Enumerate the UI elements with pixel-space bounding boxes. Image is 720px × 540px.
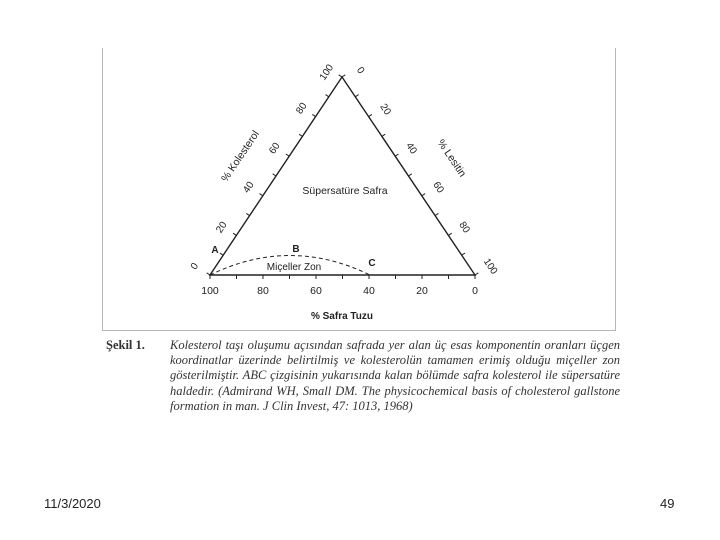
- left-axis-title: % Kolesterol: [219, 128, 262, 185]
- axis-tick: [475, 273, 478, 275]
- axis-tick: [273, 174, 276, 176]
- axis-tick: [246, 213, 249, 215]
- bottom-tick-label: 20: [416, 285, 428, 297]
- caption-label: Şekil 1.: [106, 338, 145, 352]
- bottom-tick-label: 100: [201, 285, 219, 297]
- axis-tick: [342, 75, 345, 77]
- point-c-label: C: [368, 258, 376, 269]
- right-tick-label: 20: [377, 101, 393, 118]
- bottom-tick-label: 80: [257, 285, 269, 297]
- point-b-label: B: [292, 244, 300, 255]
- axis-tick: [409, 174, 412, 176]
- bottom-axis-title: % Safra Tuzu: [310, 311, 374, 322]
- bottom-tick-label: 40: [363, 285, 375, 297]
- bottom-tick-label: 0: [472, 285, 478, 297]
- axis-tick: [462, 253, 465, 255]
- axis-tick: [422, 194, 425, 196]
- left-tick-label: 80: [294, 100, 310, 117]
- axis-tick: [339, 75, 342, 77]
- point-a-label: A: [211, 245, 219, 256]
- right-tick-label: 100: [480, 256, 500, 277]
- bottom-tick-label: 60: [310, 285, 322, 297]
- axis-tick: [259, 194, 262, 196]
- axis-tick: [207, 273, 210, 275]
- axis-tick: [395, 154, 398, 156]
- axis-tick: [369, 114, 372, 116]
- axis-tick: [448, 233, 451, 235]
- right-axis-title: % Lesitin: [434, 137, 469, 180]
- right-tick-label: 60: [430, 179, 446, 196]
- axis-tick: [325, 95, 328, 97]
- axis-tick: [286, 154, 289, 156]
- left-tick-label: 100: [317, 62, 337, 83]
- left-tick-label: 60: [267, 140, 283, 157]
- axis-tick: [233, 233, 236, 235]
- axis-tick: [312, 114, 315, 116]
- slide-date: 11/3/2020: [44, 496, 101, 511]
- micelle-zone-label: Miçeller Zon: [266, 262, 322, 273]
- right-tick-label: 80: [456, 219, 472, 236]
- left-tick-label: 40: [241, 179, 257, 196]
- axis-tick: [355, 95, 358, 97]
- left-tick-label: 0: [188, 261, 202, 272]
- right-tick-label: 0: [353, 65, 367, 76]
- axis-tick: [220, 253, 223, 255]
- right-tick-label: 40: [403, 140, 419, 157]
- axis-tick: [435, 213, 438, 215]
- slide-page-number: 49: [660, 496, 675, 511]
- left-tick-label: 20: [214, 219, 230, 236]
- caption-text: Kolesterol taşı oluşumu açısından safrada yer alan üç esas komponentin oranları üçgen koordinatlar üzerinde belirtilmiş ve kolesterolün tamamen erimiş olduğu miçeller zon gösterilmiştir. ABC çizgisinin yukarısında kalan bölümde safra kolesterol ile süpersatüre haldedir. (Admirand WH, Small DM. The physicochemical basis of cholesterol gallstone formation in man. J Clin Invest, 47: 1013, 1968): [170, 338, 620, 413]
- supersaturated-region-label: Süpersatüre Safra: [302, 185, 388, 197]
- ternary-triangle: [210, 77, 475, 275]
- axis-tick: [299, 134, 302, 136]
- axis-tick: [382, 134, 385, 136]
